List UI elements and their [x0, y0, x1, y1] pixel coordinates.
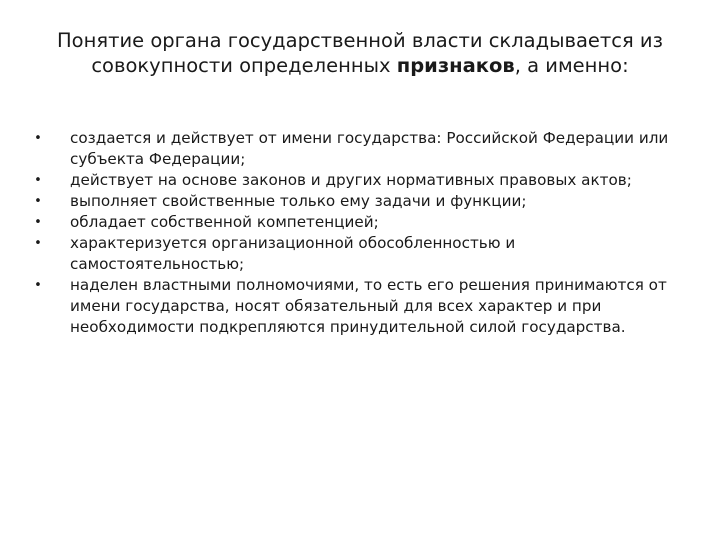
list-item	[30, 128, 690, 170]
list-item	[30, 212, 690, 233]
list-item	[30, 233, 690, 275]
list-item	[30, 191, 690, 212]
bullet-icon: •	[34, 194, 42, 209]
title-text-part1: Понятие органа государственной власти складывается из совокупности определенных	[57, 29, 663, 77]
list-item	[30, 275, 690, 338]
bullet-icon: •	[34, 173, 42, 188]
list-item-text: выполняет свойственные только ему задачи и функции;	[70, 192, 527, 210]
title-text-part2: , а именно:	[514, 54, 629, 77]
list-item-text: действует на основе законов и других нормативных правовых актов;	[70, 171, 632, 189]
slide-title	[40, 28, 680, 78]
bullet-icon: •	[34, 131, 42, 146]
list-item	[30, 170, 690, 191]
list-item-text: наделен властными полномочиями, то есть его решения принимаются от имени государства, носят обязательный для всех характер и при необходимости подкрепляются принудительной силой государства.	[70, 276, 667, 336]
bullet-icon: •	[34, 236, 42, 251]
list-item-text: создается и действует от имени государства: Российской Федерации или субъекта Федерации;	[70, 129, 669, 168]
list-item-text: характеризуется организационной обособленностью и самостоятельностью;	[70, 234, 516, 273]
features-list	[30, 128, 690, 338]
list-item-text: обладает собственной компетенцией;	[70, 213, 379, 231]
bullet-icon: •	[34, 215, 42, 230]
title-text-bold: признаков	[396, 54, 515, 77]
bullet-icon: •	[34, 278, 42, 293]
